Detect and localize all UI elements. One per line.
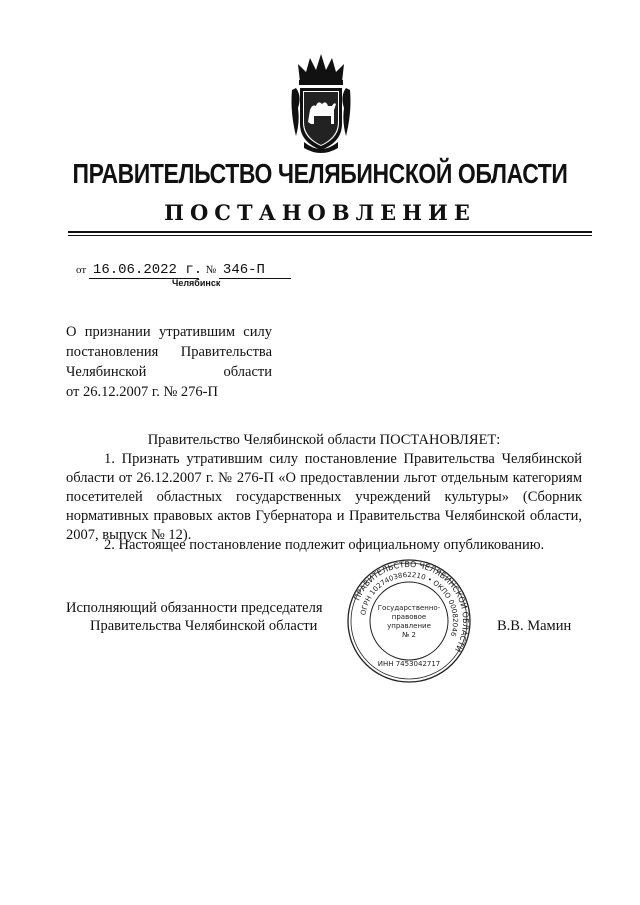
government-title: ПРАВИТЕЛЬСТВО ЧЕЛЯБИНСКОЙ ОБЛАСТИ — [72, 158, 568, 189]
signer-position-line1: Исполняющий обязанности председателя — [66, 600, 323, 616]
paragraph-1 — [66, 450, 582, 545]
header-rule-top — [68, 231, 592, 233]
subject-line: О признании утратившим силу — [66, 324, 272, 340]
official-seal-icon — [346, 558, 472, 684]
document-type: ПОСТАНОВЛЕНИЕ — [164, 200, 476, 225]
subject-line: от 26.12.2007 г. № 276-П — [66, 384, 218, 400]
document-subject — [66, 322, 272, 402]
subject-line: Челябинской области — [66, 364, 272, 380]
stamp-center-line: управление — [387, 622, 431, 630]
stamp-center-line: № 2 — [402, 631, 416, 639]
stamp-ring-text: ОГРН 1027403862210 • ОКПО 00082046 — [359, 570, 460, 638]
chelyabinsk-coat-of-arms-icon — [290, 52, 352, 156]
date-number-row — [76, 262, 291, 279]
stamp-inn: ИНН 7453042717 — [377, 660, 441, 668]
date-prefix: от — [76, 264, 87, 276]
city: Челябинск — [172, 278, 221, 288]
paragraph-1-text: 1. Признать утратившим силу постановление Правительства Челябинской области от 26.12.2007 г. № 276-П «О предоставлении льгот отдельным категориям посетителей областных государственных учреждений культуры» (Сборник нормативных правовых актов Губернатора и Правительства Челябинской области, 2007, выпуск № 12). — [66, 451, 582, 543]
stamp-center-line: правовое — [391, 613, 427, 621]
number-sign: № — [205, 264, 217, 276]
signer-position-line2: Правительства Челябинской области — [90, 618, 318, 634]
paragraph-2-text: 2. Настоящее постановление подлежит официальному опубликованию. — [104, 537, 545, 553]
document-date: 16.06.2022 г. — [92, 262, 203, 278]
paragraph-2 — [66, 536, 582, 555]
document-number: 346-П — [222, 262, 265, 278]
stamp-outer-text: ПРАВИТЕЛЬСТВО ЧЕЛЯБИНСКОЙ ОБЛАСТИ — [352, 559, 471, 654]
signer-name: В.В. Мамин — [497, 618, 572, 634]
preamble: Правительство Челябинской области ПОСТАНОВЛЯЕТ: — [147, 432, 501, 448]
header-rule-bottom — [68, 235, 592, 236]
subject-line: постановления Правительства — [66, 344, 272, 360]
stamp-center-line: Государственно- — [377, 604, 441, 612]
